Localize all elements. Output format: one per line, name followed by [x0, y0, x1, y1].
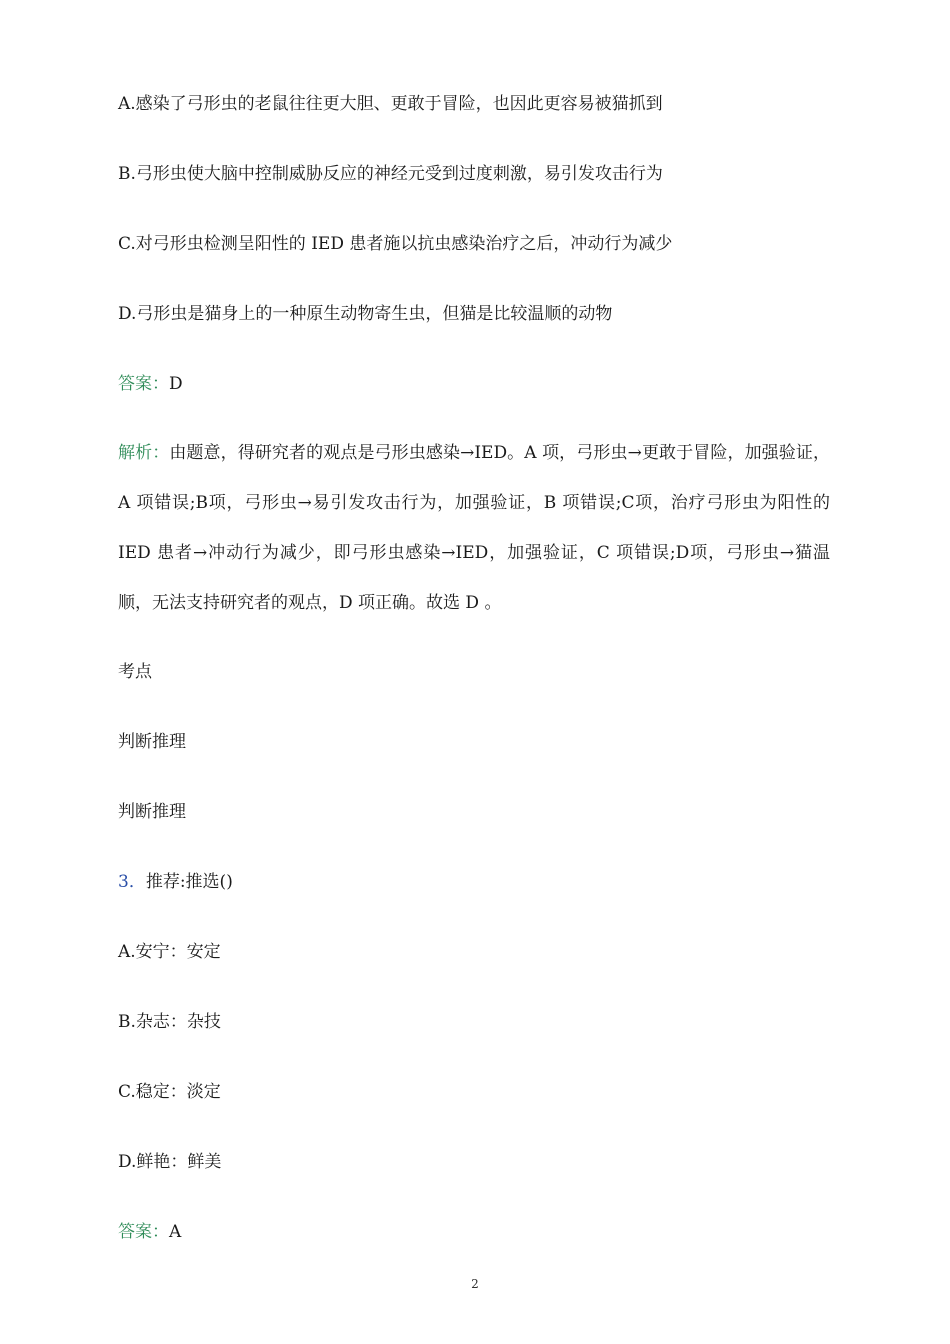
q2-answer-label: 答案： [118, 374, 169, 394]
q2-option-d: D.弓形虫是猫身上的一种原生动物寄生虫，但猫是比较温顺的动物 [118, 304, 613, 324]
q3-answer-value: A [169, 1222, 182, 1242]
q2-option-c: C.对弓形虫检测呈阳性的 IED 患者施以抗虫感染治疗之后，冲动行为减少 [118, 234, 673, 254]
q3-question [118, 870, 838, 894]
q2-analysis-text: 由题意，得研究者的观点是弓形虫感染→IED。A 项，弓形虫→更敢于冒险，加强验证，A 项错误;B项，弓形虫→易引发攻击行为，加强验证，B 项错误;C项，治疗弓形虫为阳性的 IED 患者→冲动行为减少，即弓形虫感染→IED，加强验证，C 项错误;D项，弓形虫→猫温顺，无法支持研究者的观点，D 项正确。故选 D 。 [118, 443, 830, 613]
q2-analysis-label: 解析： [118, 443, 170, 463]
q3-number: 3． [118, 872, 146, 892]
q2-answer [118, 372, 838, 396]
q3-option-a: A.安宁：安定 [118, 942, 221, 962]
q2-option-b: B.弓形虫使大脑中控制威胁反应的神经元受到过度刺激，易引发攻击行为 [118, 164, 663, 184]
q2-kaodian-item-1: 判断推理 [118, 732, 186, 752]
q3-answer [118, 1220, 838, 1244]
page-number: 2 [471, 1277, 479, 1291]
q2-kaodian-heading: 考点 [118, 662, 152, 682]
q3-option-c: C.稳定：淡定 [118, 1082, 221, 1102]
q2-kaodian-item-2: 判断推理 [118, 802, 186, 822]
q3-answer-label: 答案： [118, 1222, 169, 1242]
q3-option-b: B.杂志：杂技 [118, 1012, 221, 1032]
q2-option-a: A.感染了弓形虫的老鼠往往更大胆、更敢于冒险，也因此更容易被猫抓到 [118, 94, 663, 114]
q3-option-d: D.鲜艳：鲜美 [118, 1152, 222, 1172]
q2-answer-value: D [169, 374, 183, 394]
q2-analysis [118, 428, 830, 628]
q3-stem: 推荐:推选() [145, 872, 233, 892]
